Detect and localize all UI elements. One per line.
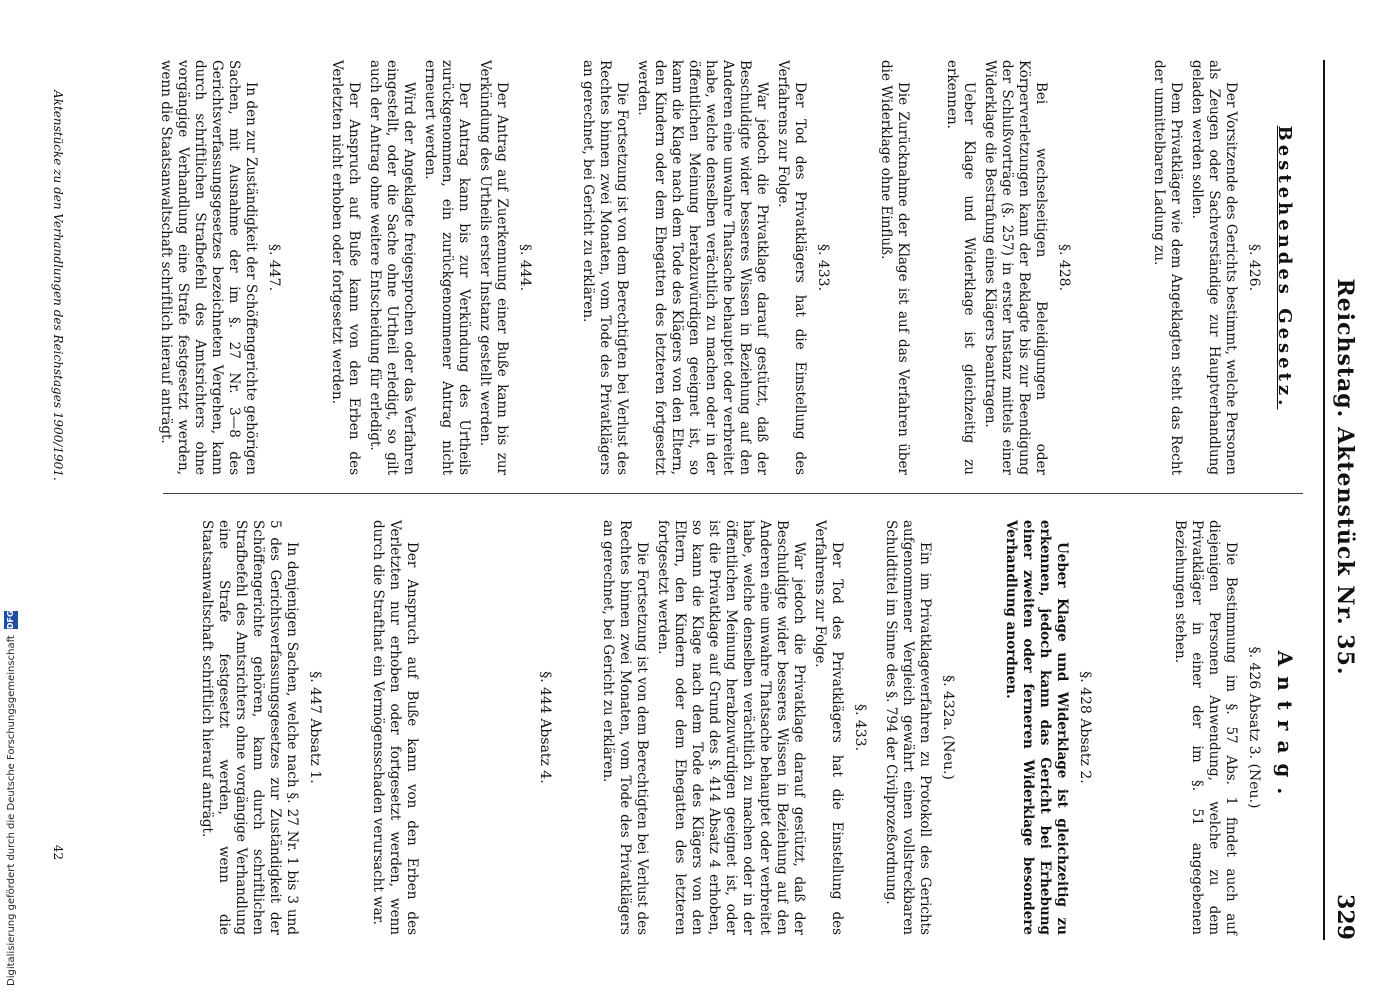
credit-text-container (0, 0, 22, 1000)
proposal-column (194, 520, 1303, 935)
existing-law-heading: Bestehendes Gesetz. (1274, 125, 1295, 410)
paragraph: Die Fortsetzung ist von dem Berechtigten bei Verlust des Rechtes binnen zwei Monaten, vom Tode des Privatklägers an gerechnet, bei Gericht zu erklären. (600, 520, 650, 935)
section-label: §. 426. (1246, 243, 1262, 292)
page-title: Reichstag. Aktenstück Nr. 35. (1332, 278, 1358, 676)
proposal-heading: Antrag. (1273, 650, 1297, 805)
paragraph: Wird der Angeklagte freigesprochen oder das Verfahren eingestellt, oder die Sache ohne Urtheil erledigt, so gilt auch der Antrag ohne weitere Entscheidung für erledigt. (367, 60, 417, 475)
paragraph: War jedoch die Privatklage darauf gestützt, daß der Beschuldigte wider besseres Wissen in Beziehung auf den Anderen eine unwahre Thatsache behauptet oder verbreitet habe, welche denselben verächtlich zu machen oder in der öffentlichen Meinung herabzuwürdigen geeignet ist, oder ist die Privatklage auf Grund des §. 414 Absatz 4 erhoben, so kann die Klage nach dem Tode des Klägers von den Eltern, den Kindern oder dem Ehegatten des letzteren fortgesetzt werden. (655, 520, 807, 935)
paragraph: Die Fortsetzung ist von dem Berechtigten bei Verlust des Rechtes binnen zwei Monaten, vom Tode des Privatklägers an gerechnet, bei Gericht zu erklären. (580, 60, 630, 475)
section-label: §. 433. (852, 703, 868, 752)
paragraph: Der Vorsitzende des Gerichts bestimmt, welche Personen als Zeugen oder Sachverständige zur Hauptverhandlung geladen werden sollen. (1189, 60, 1239, 475)
section-label: §. 428. (1056, 243, 1072, 292)
paragraph: Der Antrag kann bis zur Verkündung des Urtheils zurückgenommen, ein zurückgenommener Antrag nicht erneuert werden. (422, 60, 472, 475)
paragraph: Ueber Klage und Widerklage ist gleichzeitig zu erkennen, jedoch kann das Gericht bei Erhebung einer zweiten oder ferneren Widerklage besondere Verhandlung anordnen. (1003, 520, 1070, 935)
section-label: §. 426 Absatz 3. (Neu.) (1246, 646, 1262, 809)
page-number: 329 (1332, 894, 1358, 940)
paragraph: Ein im Privatklageverfahren zu Protokoll des Gerichts aufgenommener Vergleich gewährt einen vollstreckbaren Schuldtitel im Sinne des §. 794 der Civilprozeßordnung. (883, 520, 933, 935)
credit-text: Digitalisierung gefördert durch die Deutsche Forschungsgemeinschaft (5, 635, 17, 986)
paragraph: Die Zurücknahme der Klage ist auf das Verfahren über die Widerklage ohne Einfluß. (878, 60, 911, 475)
column-divider (163, 493, 1303, 494)
page-header (1323, 60, 1365, 940)
sheet-number: 42 (51, 844, 65, 860)
section-label: §. 444. (517, 243, 533, 292)
credit-strip (0, 0, 22, 1000)
section-label: §. 428 Absatz 2. (1077, 671, 1093, 784)
section-label: §. 447 Absatz 1. (307, 671, 323, 784)
section-label: §. 447. (266, 243, 282, 292)
paragraph: Bei wechselseitigen Beleidigungen oder Körperverletzungen kann der Beklagte bis zur Beendigung der Schlußvorträge (§. 257) in erster Instanz mittels einer Widerklage die Bestrafung eines Klägers beantragen. (982, 60, 1049, 475)
paragraph: Der Tod des Privatklägers hat die Einstellung des Verfahrens zur Folge. (775, 60, 808, 475)
paragraph: Ueber Klage und Widerklage ist gleichzeitig zu erkennen. (944, 60, 977, 475)
paragraph: Die Bestimmung im §. 57 Abs. 1 findet auch auf diejenigen Personen Anwendung, welche zu dem Privatkläger in einer der im §. 51 angegebenen Beziehungen stehen. (1172, 520, 1239, 935)
dfg-logo-icon: DFG (4, 611, 18, 629)
section-label: §. 433. (815, 243, 831, 292)
section-label: §. 432a. (Neu.) (940, 675, 956, 780)
paragraph: Der Anspruch auf Buße kann von den Erben des Verletzten nur erhoben oder fortgesetzt werden, wenn durch die Strafthat ein Vermögensschaden verursacht war. (370, 520, 420, 935)
paragraph: Der Tod des Privatklägers hat die Einstellung des Verfahrens zur Folge. (812, 520, 845, 935)
existing-law-column (153, 60, 1303, 475)
paragraph: In denjenigen Sachen, welche nach §. 27 Nr. 1 bis 3 und 5 des Gerichtsverfassungsgesetzes zur Zuständigkeit der Schöffengerichte gehören, kann durch schriftlichen Strafbefehl des Amtsrichters ohne vorgängige Verhandlung eine Strafe festgesetzt werden, wenn die Staatsanwaltschaft schriftlich hierauf anträgt. (199, 520, 300, 935)
paragraph: Der Anspruch auf Buße kann von den Erben des Verletzten nicht erhoben oder fortgesetzt werden. (329, 60, 362, 475)
paragraph: Der Antrag auf Zuerkennung einer Buße kann bis zur Verkündung des Urtheils erster Instanz gestellt werden. (477, 60, 510, 475)
section-label: §. 444 Absatz 4. (537, 671, 553, 784)
paragraph: In den zur Zuständigkeit der Schöffengerichte gehörigen Sachen, mit Ausnahme der im §. 27 Nr. 3—8 des Gerichtsverfassungsgesetzes bezeichneten Vergehen, kann durch schriftlichen Strafbefehl des Amtsrichters ohne vorgängige Verhandlung eine Strafe festgesetzt werden, wenn die Staatsanwaltschaft schriftlich hierauf anträgt. (158, 60, 259, 475)
source-note: Aktenstücke zu den Verhandlungen des Reichstages 1900/1901. (51, 90, 65, 481)
paragraph: Dem Privatkläger wie dem Angeklagten steht das Recht der unmittelbaren Ladung zu. (1151, 60, 1184, 475)
paragraph: War jedoch die Privatklage darauf gestützt, daß der Beschuldigte wider besseres Wissen in Beziehung auf den Anderen eine unwahre Thatsache behauptet oder verbreitet habe, welche denselben verächtlich zu machen oder in der öffentlichen Meinung herabzuwürdigen geeignet ist, so kann die Klage nach dem Tode des Klägers von den Eltern, den Kindern oder dem Ehegatten des letzteren fortgesetzt werden. (635, 60, 770, 475)
